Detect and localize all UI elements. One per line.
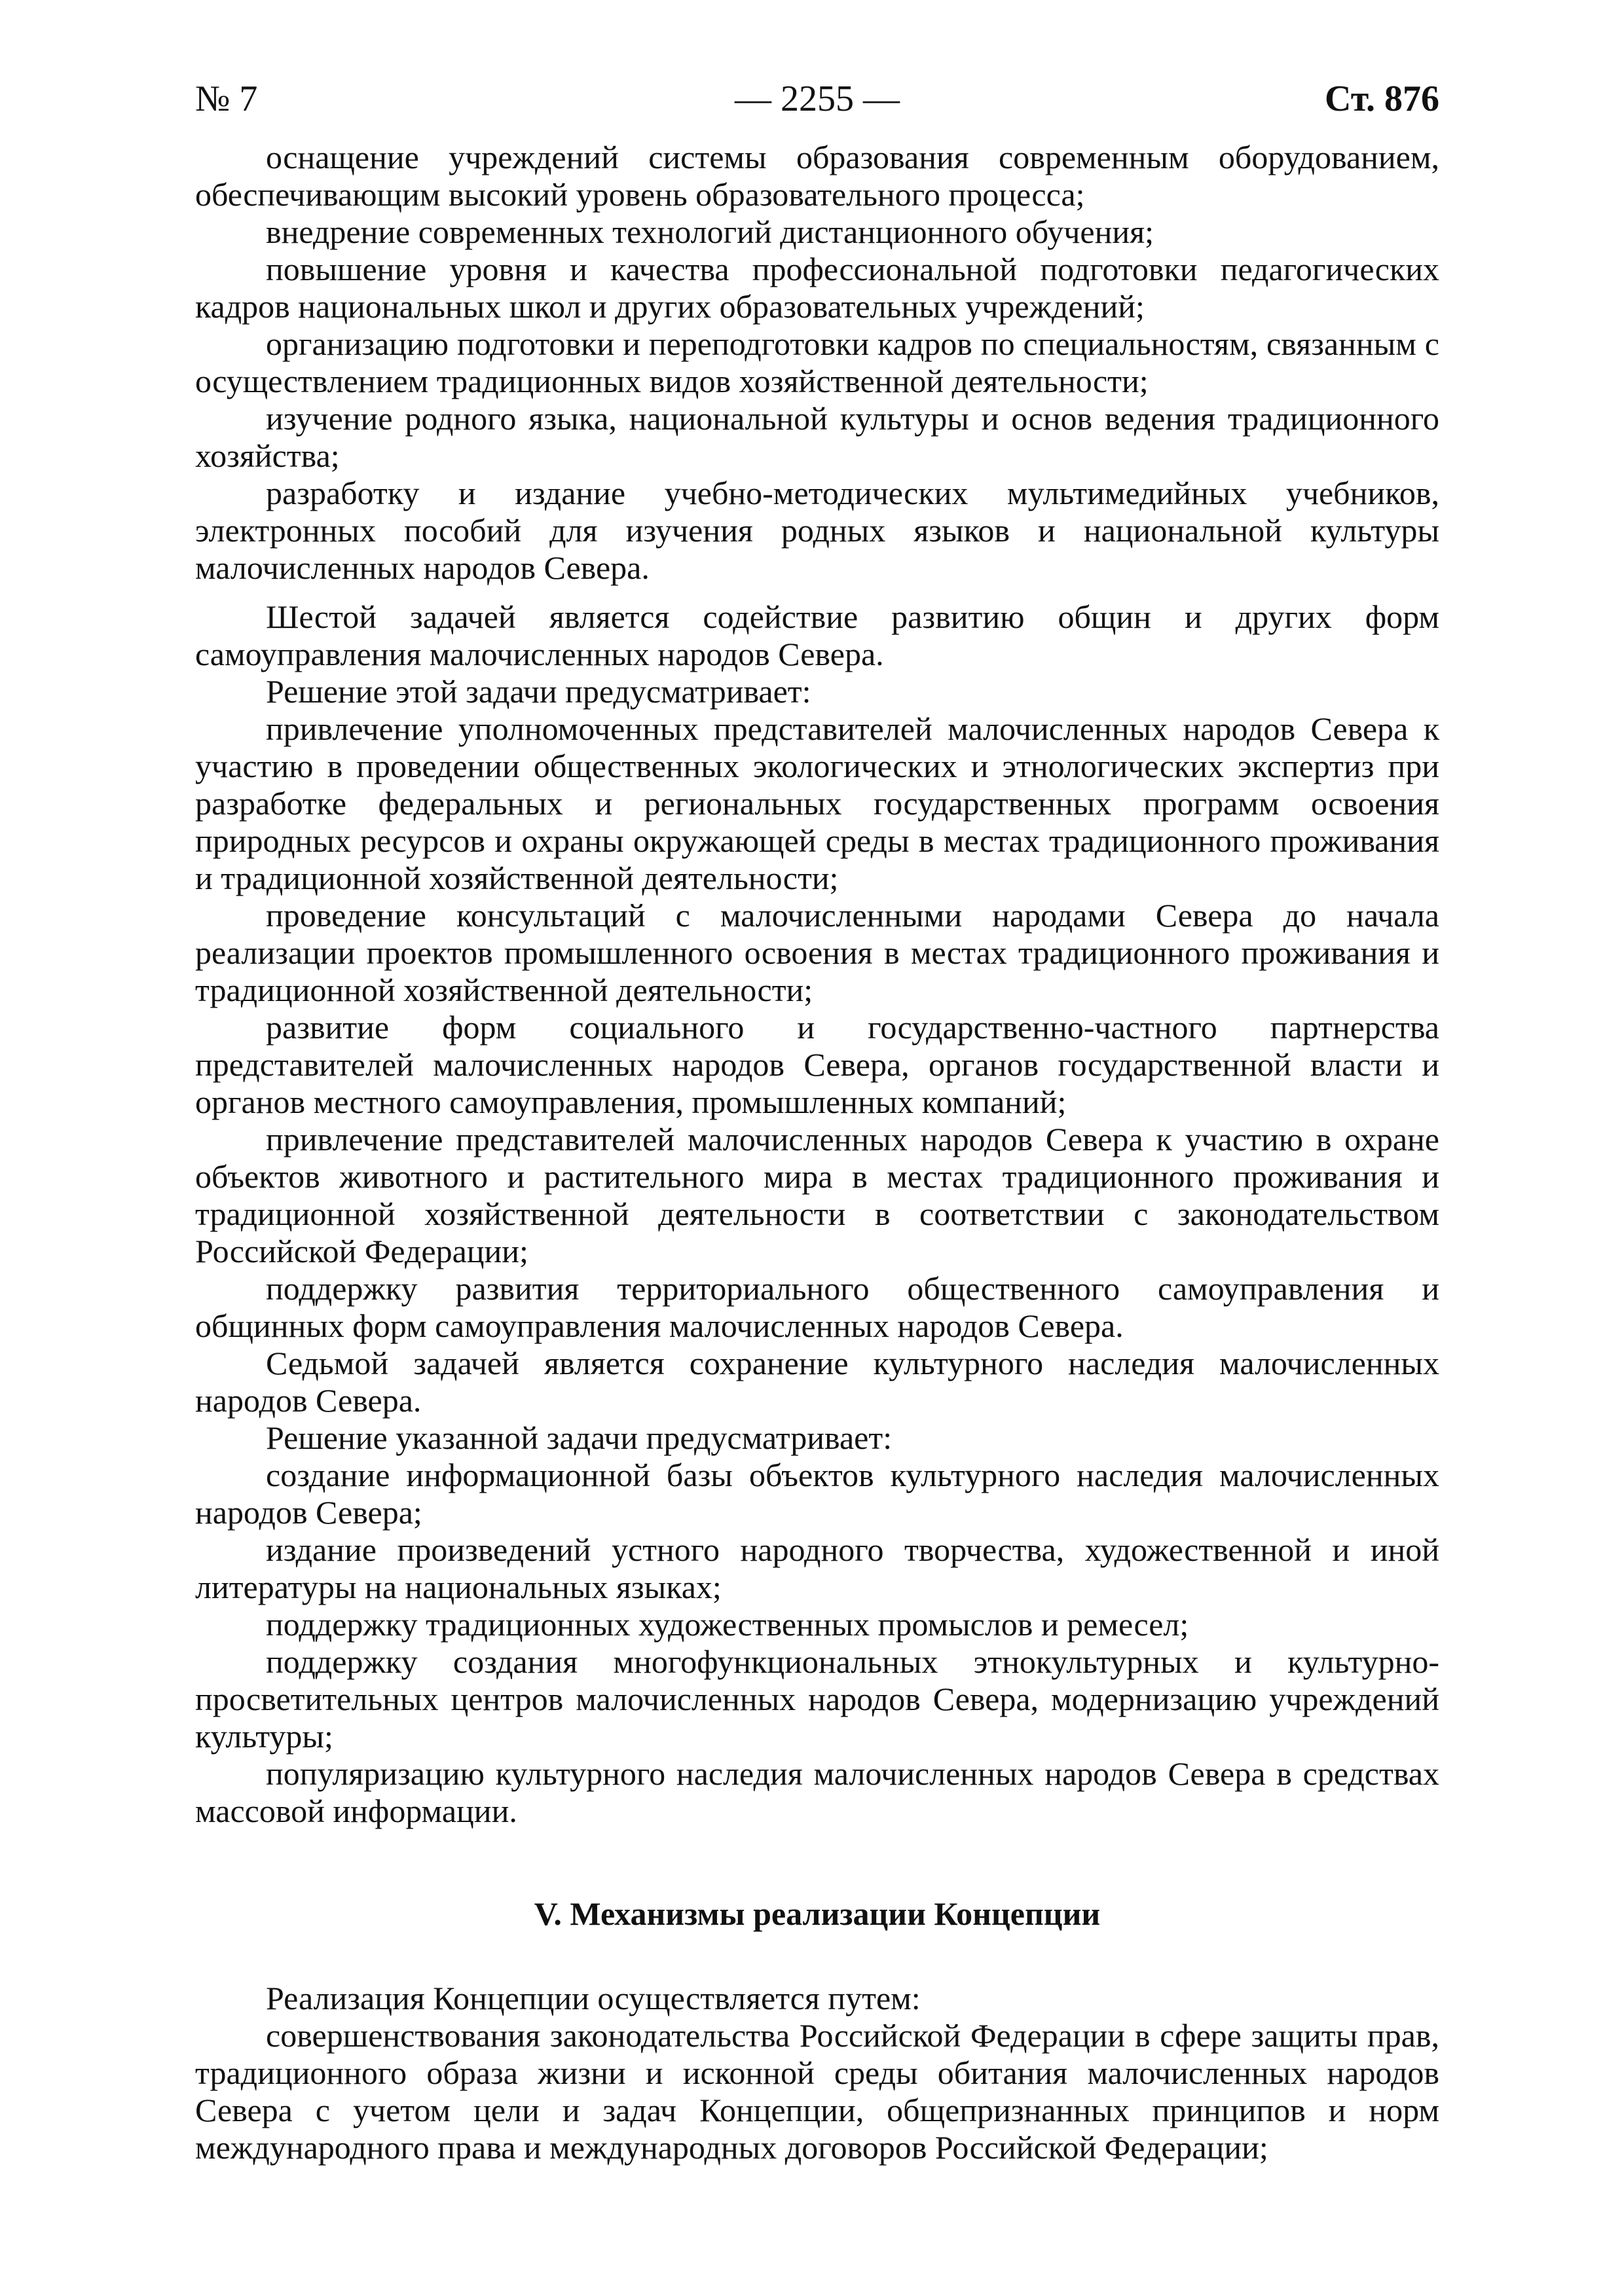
paragraph: Шестой задачей является содействие развитию общин и других форм самоуправления малочисленных народов Севера.	[195, 598, 1439, 672]
article-number: Ст. 876	[1325, 79, 1439, 119]
page-header	[195, 69, 1439, 128]
paragraph: внедрение современных технологий дистанционного обучения;	[266, 213, 1154, 250]
section-heading: V. Механизмы реализации Концепции	[534, 1895, 1101, 1932]
paragraph: разработку и издание учебно-методических мультимедийных учебников, электронных пособий для изучения родных языков и национальной культуры малочисленных народов Севера.	[195, 475, 1439, 586]
document-body	[195, 139, 1439, 2166]
paragraph: привлечение представителей малочисленных народов Севера к участию в охране объектов животного и растительного мира в местах традиционного проживания и традиционной хозяйственной деятельности в соответствии с законодательством Российской Федерации;	[195, 1121, 1439, 1269]
paragraph: оснащение учреждений системы образования современным оборудованием, обеспечивающим высокий уровень образовательного процесса;	[195, 139, 1439, 213]
paragraph: организацию подготовки и переподготовки кадров по специальностям, связанным с осуществлением традиционных видов хозяйственной деятельности;	[195, 325, 1439, 399]
paragraph: Седьмой задачей является сохранение культурного наследия малочисленных народов Севера.	[195, 1345, 1439, 1419]
paragraph: изучение родного языка, национальной культуры и основ ведения традиционного хозяйства;	[195, 400, 1439, 474]
paragraph: издание произведений устного народного творчества, художественной и иной литературы на национальных языках;	[195, 1531, 1439, 1605]
paragraph: привлечение уполномоченных представителей малочисленных народов Севера к участию в проведении общественных экологических и этнологических экспертиз при разработке федеральных и региональных государственных программ освоения природных ресурсов и охраны окружающей среды в местах традиционного проживания и традиционной хозяйственной деятельности;	[195, 710, 1439, 896]
paragraph: Решение указанной задачи предусматривает:	[266, 1419, 893, 1456]
paragraph: Решение этой задачи предусматривает:	[266, 673, 811, 710]
paragraph: создание информационной базы объектов культурного наследия малочисленных народов Севера;	[195, 1457, 1439, 1531]
paragraph: поддержку развития территориального общественного самоуправления и общинных форм самоуправления малочисленных народов Севера.	[195, 1270, 1439, 1344]
paragraph: поддержку создания многофункциональных этнокультурных и культурно-просветительных центров малочисленных народов Севера, модернизацию учреждений культуры;	[195, 1643, 1439, 1755]
paragraph: совершенствования законодательства Российской Федерации в сфере защиты прав, традиционного образа жизни и исконной среды обитания малочисленных народов Севера с учетом цели и задач Концепции, общепризнанных принципов и норм международного права и международных договоров Российской Федерации;	[195, 2017, 1439, 2166]
paragraph: проведение консультаций с малочисленными народами Севера до начала реализации проектов промышленного освоения в местах традиционного проживания и традиционной хозяйственной деятельности;	[195, 897, 1439, 1008]
issue-number: № 7	[195, 79, 258, 119]
paragraph: популяризацию культурного наследия малочисленных народов Севера в средствах массовой информации.	[195, 1755, 1439, 1829]
paragraph: поддержку традиционных художественных промыслов и ремесел;	[266, 1606, 1189, 1643]
paragraph: повышение уровня и качества профессиональной подготовки педагогических кадров национальных школ и других образовательных учреждений;	[195, 251, 1439, 325]
paragraph: Реализация Концепции осуществляется путем:	[266, 1980, 921, 2016]
page-number: — 2255 —	[735, 79, 900, 119]
paragraph: развитие форм социального и государственно-частного партнерства представителей малочисленных народов Севера, органов государственной власти и органов местного самоуправления, промышленных компаний;	[195, 1009, 1439, 1120]
